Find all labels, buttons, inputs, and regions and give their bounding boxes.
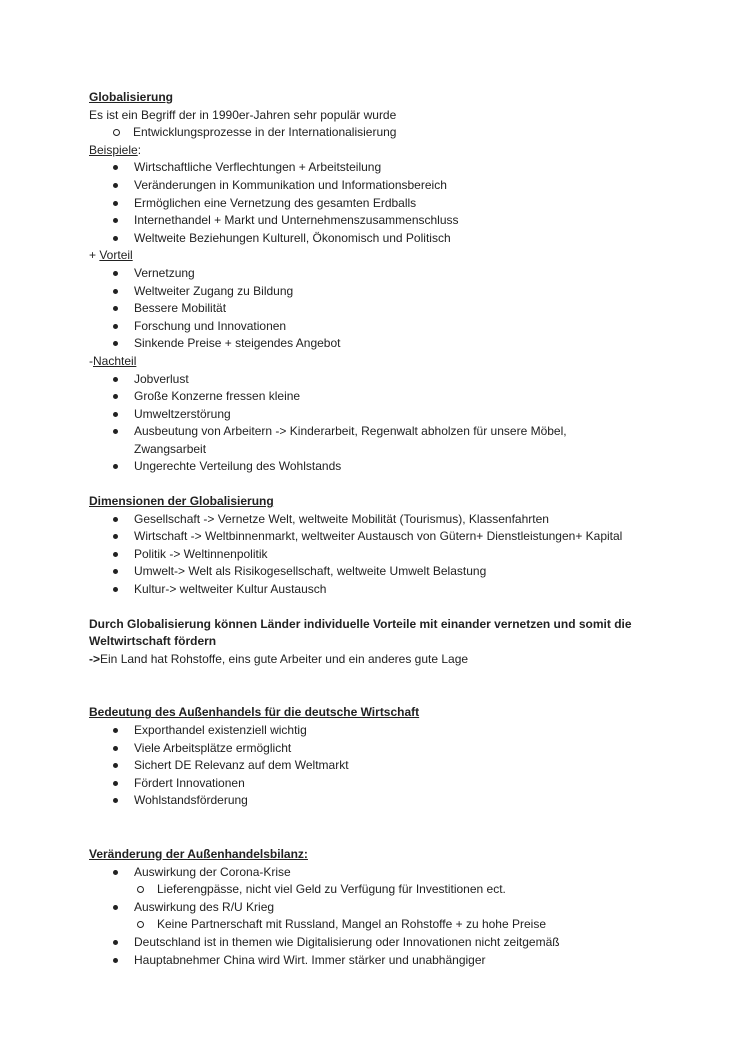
list-item: Auswirkung der Corona-Krise [89, 864, 679, 882]
document-content [89, 89, 679, 969]
list-item: Deutschland ist in themen wie Digitalisierung oder Innovationen nicht zeitgemäß [89, 934, 679, 952]
vorteile-list [89, 265, 679, 353]
bilanz-list [89, 899, 679, 917]
list-item: Politik -> Weltinnenpolitik [89, 546, 679, 564]
bilanz-list [89, 934, 679, 969]
bilanz-list [89, 864, 679, 882]
intro-sublist [89, 124, 679, 142]
list-item: Exporthandel existenziell wichtig [89, 722, 679, 740]
fazit-example: Ein Land hat Rohstoffe, eins gute Arbeiter und ein anderes gute Lage [100, 651, 469, 666]
bilanz-corona-sublist [89, 881, 679, 899]
list-item: Forschung und Innovationen [89, 318, 679, 336]
list-item: Wirtschaft -> Weltbinnenmarkt, weltweiter Austausch von Gütern+ Dienstleistungen+ Kapital [89, 528, 679, 546]
list-item: Wohlstandsförderung [89, 792, 679, 810]
spacer [89, 668, 679, 704]
list-item: Weltweite Beziehungen Kulturell, Ökonomisch und Politisch [89, 230, 679, 248]
list-item: Ungerechte Verteilung des Wohlstands [89, 458, 679, 476]
list-item: Jobverlust [89, 371, 679, 389]
list-item: Internethandel + Markt und Unternehmenszusammenschluss [89, 212, 679, 230]
list-item: Lieferengpässe, nicht viel Geld zu Verfügung für Investitionen ect. [89, 881, 679, 899]
list-item: Auswirkung des R/U Krieg [89, 899, 679, 917]
aussenhandel-list [89, 722, 679, 810]
heading-globalisierung: Globalisierung [89, 90, 174, 104]
beispiele-label-line: Beispiele: [89, 142, 142, 157]
nachteil-label: Nachteil [93, 353, 137, 368]
list-item: Entwicklungsprozesse in der Internationalisierung [89, 124, 679, 142]
intro-text: Es ist ein Begriff der in 1990er-Jahren sehr populär wurde [89, 107, 397, 122]
list-item: Gesellschaft -> Vernetze Welt, weltweite Mobilität (Tourismus), Klassenfahrten [89, 511, 679, 529]
list-item: Große Konzerne fressen kleine [89, 388, 679, 406]
vorteil-prefix: + [89, 248, 100, 263]
beispiele-label: Beispiele [89, 142, 138, 157]
vorteil-label-line [89, 247, 679, 265]
bilanz-krieg-sublist [89, 916, 679, 934]
list-item: Sinkende Preise + steigendes Angebot [89, 335, 679, 353]
nachteil-label-line [89, 353, 679, 371]
list-item: Wirtschaftliche Verflechtungen + Arbeitsteilung [89, 159, 679, 177]
list-item: Ermöglichen eine Vernetzung des gesamten Erdballs [89, 195, 679, 213]
list-item: Veränderungen in Kommunikation und Informationsbereich [89, 177, 679, 195]
dimensionen-list [89, 511, 679, 599]
fazit-line-2: Weltwirtschaft fördern [89, 634, 217, 649]
spacer [89, 476, 679, 493]
nachteil-prefix: - [89, 353, 93, 368]
heading-aussenhandel: Bedeutung des Außenhandels für die deutsche Wirtschaft [89, 705, 420, 720]
list-item: Vernetzung [89, 265, 679, 283]
list-item: Ausbeutung von Arbeitern -> Kinderarbeit, Regenwalt abholzen für unsere Möbel, Zwangsarbeit [89, 423, 604, 458]
heading-bilanz: Veränderung der Außenhandelsbilanz: [89, 846, 308, 861]
list-item: Bessere Mobilität [89, 300, 679, 318]
fazit-example-line [89, 651, 679, 669]
list-item: Umwelt-> Welt als Risikogesellschaft, weltweite Umwelt Belastung [89, 563, 679, 581]
spacer [89, 599, 679, 616]
list-item: Fördert Innovationen [89, 775, 679, 793]
heading-dimensionen: Dimensionen der Globalisierung [89, 494, 274, 509]
beispiele-list [89, 159, 679, 247]
list-item: Kultur-> weltweiter Kultur Austausch [89, 581, 679, 599]
fazit-line-1: Durch Globalisierung können Länder individuelle Vorteile mit einander vernetzen und somit die [89, 616, 632, 631]
list-item: Viele Arbeitsplätze ermöglicht [89, 740, 679, 758]
arrow-prefix: -> [89, 651, 101, 666]
list-item: Sichert DE Relevanz auf dem Weltmarkt [89, 757, 679, 775]
spacer [89, 810, 679, 846]
list-item: Umweltzerstörung [89, 406, 679, 424]
list-item: Weltweiter Zugang zu Bildung [89, 283, 679, 301]
vorteil-label: Vorteil [99, 248, 133, 263]
nachteile-list [89, 371, 679, 477]
list-item: Keine Partnerschaft mit Russland, Mangel an Rohstoffe + zu hohe Preise [89, 916, 679, 934]
list-item: Hauptabnehmer China wird Wirt. Immer stärker und unabhängiger [89, 952, 679, 970]
